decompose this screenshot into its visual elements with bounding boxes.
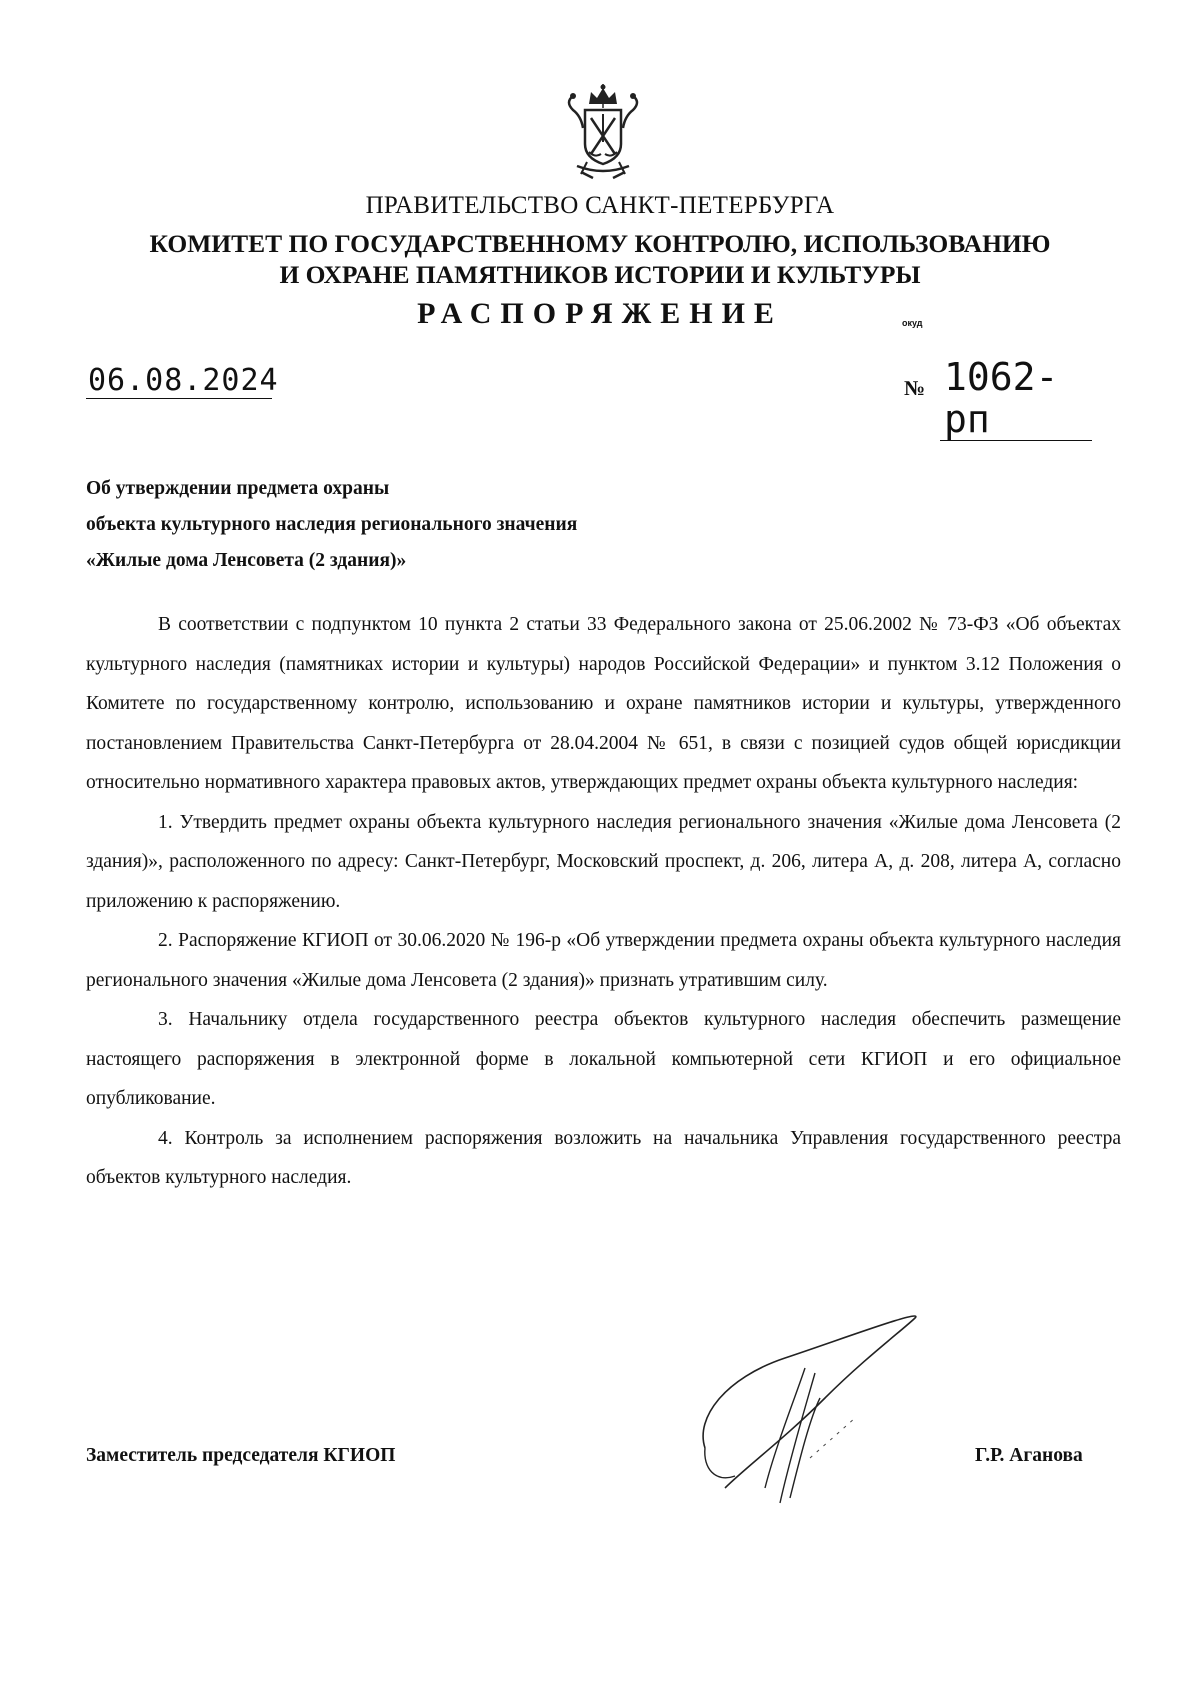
body-item-3: 3. Начальнику отдела государственного реестра объектов культурного наследия обеспечить размещение настоящего распоряжения в электронной форме в локальной компьютерной сети КГИОП и его официальное опубликование. <box>86 1009 1121 1109</box>
committee-heading-line2: И ОХРАНЕ ПАМЯТНИКОВ ИСТОРИИ И КУЛЬТУРЫ <box>279 260 921 289</box>
body-item-4: 4. Контроль за исполнением распоряжения возложить на начальника Управления государственного реестра объектов культурного наследия. <box>86 1127 1121 1188</box>
body-item-2: 2. Распоряжение КГИОП от 30.06.2020 № 196-р «Об утверждении предмета охраны объекта культурного наследия регионального значения «Жилые дома Ленсовета (2 здания)» признать утратившим силу. <box>86 930 1121 991</box>
document-number: 1062-рп <box>940 356 1092 441</box>
body-item-1: 1. Утвердить предмет охраны объекта культурного наследия регионального значения «Жилые дома Ленсовета (2 здания)», расположенного по адресу: Санкт-Петербург, Московский проспект, д. 206, литера А, д. 208, литера А, согласно приложению к распоряжению. <box>86 811 1121 912</box>
number-sign: № <box>904 376 926 400</box>
subject-line2: объекта культурного наследия регионального значения <box>86 514 578 535</box>
government-heading: ПРАВИТЕЛЬСТВО САНКТ-ПЕТЕРБУРГА <box>365 192 835 219</box>
signature-icon <box>695 1298 935 1508</box>
signatory-title: Заместитель председателя КГИОП <box>86 1445 396 1466</box>
document-body <box>86 605 1121 1198</box>
okud-label: окуд <box>902 318 923 328</box>
committee-heading-line1: КОМИТЕТ ПО ГОСУДАРСТВЕННОМУ КОНТРОЛЮ, ИСПОЛЬЗОВАНИЮ <box>149 229 1051 258</box>
subject-line3: «Жилые дома Ленсовета (2 здания)» <box>86 550 407 571</box>
signatory-name: Г.Р. Аганова <box>975 1445 1083 1466</box>
coat-of-arms-icon <box>553 82 653 182</box>
body-preamble: В соответствии с подпунктом 10 пункта 2 статьи 33 Федерального закона от 25.06.2002 № 73-ФЗ «Об объектах культурного наследия (памятниках истории и культуры) народов Российской Федерации» и пунктом 3.12 Положения о Комитете по государственному контролю, использованию и охране памятников истории и культуры, утвержденного постановлением Правительства Санкт-Петербурга от 28.04.2004 № 651, в связи с позицией судов общей юрисдикции относительно нормативного характера правовых актов, утверждающих предмет охраны объекта культурного наследия: <box>86 614 1121 793</box>
document-type-heading: РАСПОРЯЖЕНИЕ <box>417 297 783 330</box>
committee-heading <box>0 228 1200 290</box>
subject-line1: Об утверждении предмета охраны <box>86 478 390 499</box>
document-subject <box>86 471 786 579</box>
document-date: 06.08.2024 <box>88 363 279 398</box>
